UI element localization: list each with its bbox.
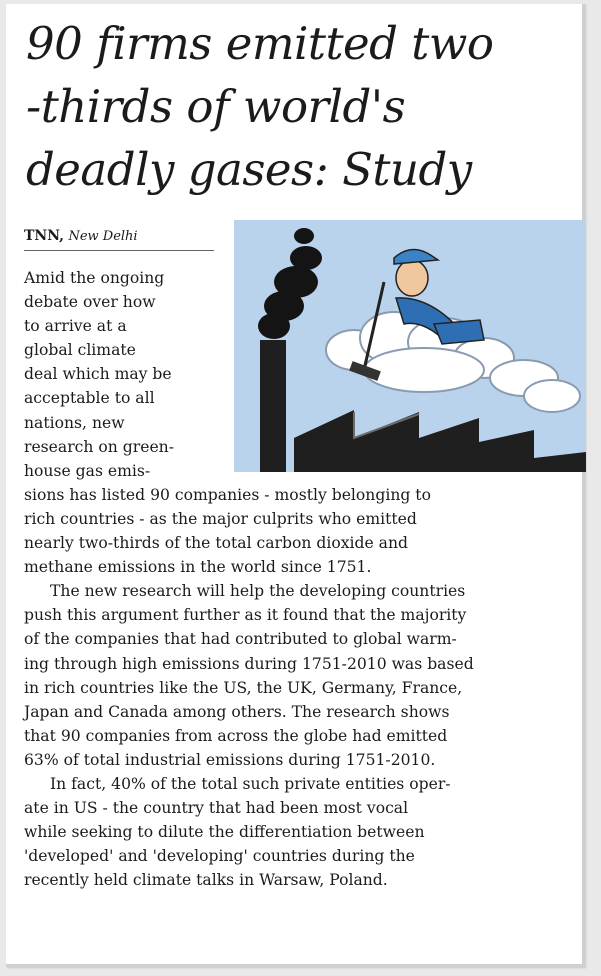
text-line: acceptable to all [24,389,155,408]
headline [26,12,571,201]
text-line: methane emissions in the world since 1751. [24,558,372,577]
text-line: The new research will help the developing countries [50,582,466,601]
text-line: house gas emis- [24,461,151,480]
text-line: nations, new [24,413,125,432]
dateline-place: New Delhi [68,229,138,244]
headline-line: 90 firms emitted two [26,17,494,70]
text-line: ing through high emissions during 1751-2010 was based [24,654,474,673]
paragraph [24,266,572,579]
text-line: in rich countries like the US, the UK, Germany, France, [24,678,463,697]
text-line: debate over how [24,293,156,312]
text-line: deal which may be [24,365,172,384]
text-line: 63% of total industrial emissions during 1751-2010. [24,750,436,769]
text-line: Amid the ongoing [24,269,165,287]
text-line: nearly two-thirds of the total carbon dioxide and [24,534,408,553]
headline-line: deadly gases: Study [26,143,472,196]
text-line: global climate [24,341,136,360]
text-line: while seeking to dilute the differentiation between [24,823,425,842]
text-line: 'developed' and 'developing' countries during the [24,847,415,866]
headline-line: -thirds of world's [26,80,406,133]
text-line: rich countries - as the major culprits who emitted [24,509,417,528]
text-line: recently held climate talks in Warsaw, Poland. [24,871,388,890]
text-line: sions has listed 90 companies - mostly belonging to [24,485,431,504]
agency-name: TNN, [24,228,64,244]
text-line: to arrive at a [24,317,127,336]
text-line: push this argument further as it found that the majority [24,606,467,625]
text-line: research on green- [24,437,174,456]
text-line: of the companies that had contributed to global warm- [24,630,457,649]
text-line: that 90 companies from across the globe had emitted [24,726,448,745]
text-line: In fact, 40% of the total such private entities oper- [50,774,451,793]
paragraph [24,579,572,772]
text-line: ate in US - the country that had been most vocal [24,799,409,818]
paragraph [24,772,572,892]
dateline [24,228,214,251]
newspaper-clipping [6,4,585,967]
article-body [24,266,572,892]
text-line: Japan and Canada among others. The research shows [24,702,450,721]
